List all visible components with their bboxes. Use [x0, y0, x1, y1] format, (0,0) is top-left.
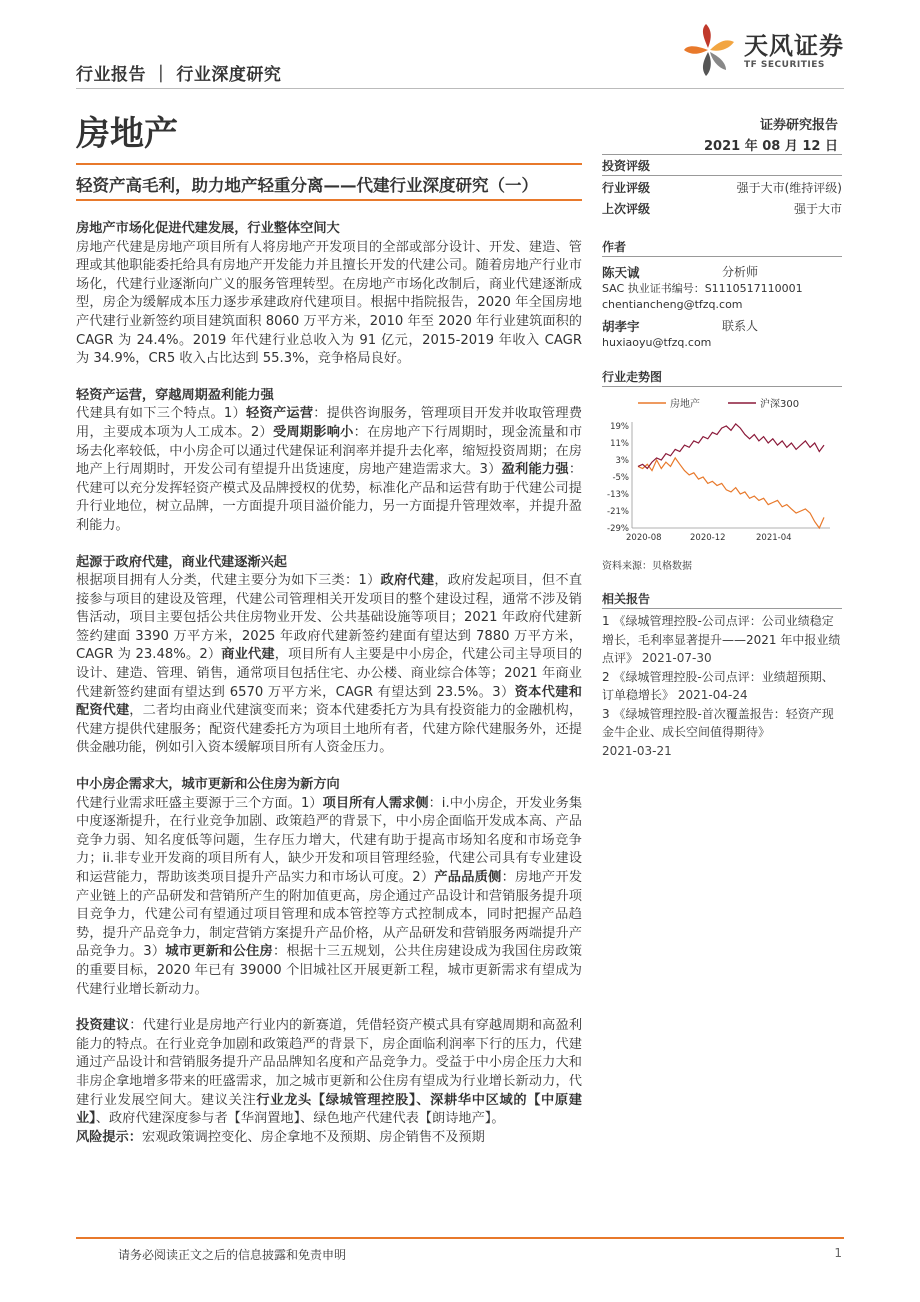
report-type: 行业报告 ｜ 行业深度研究	[76, 65, 282, 85]
footer-rule	[76, 1237, 844, 1239]
rating-block	[602, 157, 842, 220]
author-row: 陈天诚 分析师	[602, 265, 759, 280]
trend-block	[602, 368, 842, 387]
title-rule-bottom	[76, 199, 582, 201]
author-row: 胡孝宇 联系人	[602, 319, 759, 334]
main-column	[76, 220, 582, 1147]
title-rule-top	[76, 163, 582, 165]
rating-heading: 投资评级	[602, 157, 842, 176]
legend-label: 房地产	[670, 399, 700, 410]
page-number: 1	[834, 1246, 842, 1260]
header-divider	[76, 88, 844, 89]
x-tick-label: 2021-04	[756, 533, 792, 543]
doc-kind: 证券研究报告	[759, 118, 838, 133]
section-heading: 轻资产运营，穿越周期盈利能力强	[76, 387, 274, 403]
y-tick-label: 11%	[610, 439, 629, 449]
author-email[interactable]: chentiancheng@tfzq.com	[602, 298, 743, 311]
investment-advice: 投资建议：代建行业是房地产行业内的新赛道，凭借轻资产模式具有穿越周期和高盈利能力的特点。在行业竞争加剧和政策趋严的背景下，房企面临利润率下行的压力，代建通过产品设计和营销服务提升产品品牌知名度和产品竞争力。受益于中小房企压力大和非房企拿地增多带来的旺盛需求，加之城市更新和公住房有望成为行业增长新动力，代建行业发展空间大。建议关注行业龙头【绿城管理控股】、深耕华中区域的【中原建业】、政府代建深度参与者【华润置地】、绿色地产代建代表【朗诗地产】。	[76, 1018, 583, 1127]
risk-warning: 风险提示：宏观政策调控变化、房企拿地不及预期、房企销售不及预期	[76, 1129, 485, 1145]
authors-block	[602, 238, 842, 351]
logo-text: 天风证券	[744, 32, 844, 60]
related-item[interactable]: 3 《绿城管理控股-首次覆盖报告：轻资产现金牛企业、成长空间值得期待》 2021-03-21	[602, 706, 834, 758]
footer-disclaimer: 请务必阅读正文之后的信息披露和免责申明	[118, 1248, 347, 1262]
related-block	[602, 590, 842, 760]
rating-row: 上次评级 强于大市	[602, 202, 842, 216]
section-body: 代建具有如下三个特点。1）轻资产运营：提供咨询服务，管理项目开发并收取管理费用，主要成本项为人工成本。2）受周期影响小：在房地产下行周期时，现金流量和市场去化率较低，中小房企可以通过代建保证利润率并提升去化率，缩短投资周期；在房地产上行周期时，开发公司有望提升出货速度，房地产建造需求大。3）盈利能力强：代建可以充分发挥轻资产模式及品牌授权的优势，标准化产品和运营有助于代建公司提升行业地位，树立品牌，一方面提升项目溢价能力，另一方面提升管理效率，并提升盈利能力。	[76, 406, 583, 533]
related-heading: 相关报告	[602, 590, 842, 609]
section-heading: 房地产市场化促进代建发展，行业整体空间大	[76, 221, 340, 236]
author-cert: SAC 执业证书编号：S1110517110001	[602, 282, 803, 295]
x-tick-label: 2020-12	[690, 533, 726, 543]
industry-trend-chart	[602, 392, 842, 544]
author-email[interactable]: huxiaoyu@tfzq.com	[602, 336, 712, 349]
y-tick-label: -5%	[612, 473, 629, 483]
chart-source: 资料来源：贝格数据	[602, 561, 692, 572]
y-tick-label: -29%	[607, 524, 629, 534]
related-item[interactable]: 1 《绿城管理控股-公司点评：公司业绩稳定增长，毛利率显著提升——2021 年中报业绩点评》 2021-07-30	[602, 614, 841, 665]
y-tick-label: -21%	[607, 507, 629, 517]
report-title: 轻资产高毛利，助力地产轻重分离——代建行业深度研究（一）	[76, 176, 538, 195]
section-body: 房地产代建是房地产项目所有人将房地产开发项目的全部或部分设计、开发、建造、管理或其他职能委托给具有房地产开发能力并且擅长开发的代建公司。随着房地产行业市场化，代建行业逐渐向广义的服务管理转型。在房地产市场化改制后，商业代建逐渐成型，房企为缓解成本压力逐步承建政府代建项目。根据中指院报告，2020 年全国房地产代建行业新签约项目建筑面积 8060 万平方米，2010 年至 2020 年行业建筑面积的 CAGR 为 24.4%。2019 年代建行业总收入为 91 亿元，2015-2019 年收入 CAGR 为 34.9%，CR5 收入占比达到 55.3%，竞争格局良好。	[76, 239, 582, 367]
report-date: 2021 年 08 月 12 日	[704, 139, 838, 154]
y-tick-label: 19%	[610, 422, 629, 432]
section-heading: 中小房企需求大，城市更新和公住房为新方向	[76, 777, 340, 793]
section-body: 根据项目拥有人分类，代建主要分为如下三类：1）政府代建，政府发起项目，但不直接参与项目的建设及管理，代建公司管理相关开发项目的整个建设过程，通常不涉及销售活动，项目主要包括公共住房物业开发、公共基础设施等项目；2021 年政府代建新签约建面 3390 万平方米，2025 年政府代建新签约建面有望达到 7880 万平方米，CAGR 为 23.48%。2）商业代建，项目所有人主要是中小房企，代建公司主导项目的设计、建造、管理、销售，通常项目包括住宅、办公楼、商业综合体等；2021 年商业代建新签约建面有望达到 6570 万平方米，CAGR 有望达到 23.5%。3）资本代建和配资代建，二者均由商业代建演变而来；资本代建委托方为具有投资能力的金融机构，代建方提供代建服务；配资代建委托方为项目土地所有者，代建方除代建服务外，还提供金融功能，例如引入资本缓解项目所有人资金压力。	[76, 573, 583, 756]
y-tick-label: 3%	[615, 456, 629, 466]
side-divider	[602, 154, 842, 155]
section-heading: 起源于政府代建，商业代建逐渐兴起	[76, 554, 287, 570]
trend-heading: 行业走势图	[602, 368, 842, 387]
legend-label: 沪深300	[760, 399, 800, 410]
x-tick-label: 2020-08	[626, 533, 662, 543]
rating-row: 行业评级 强于大市(维持评级)	[602, 181, 842, 195]
section-body: 代建行业需求旺盛主要源于三个方面。1）项目所有人需求侧：i.中小房企，开发业务集中度逐渐提升，在行业竞争加剧、政策趋严的背景下，中小房企面临开发成本高、产品竞争力弱、知名度低等问题，生存压力增大，代建有助于提高市场知名度和市场竞争力；ii.非专业开发商的项目所有人，缺少开发和项目管理经验，代建公司具有专业建设和运营能力，帮助该类项目提升产品实力和市场认可度。2）产品品质侧：房地产开发产业链上的产品研发和营销所产生的附加值更高，房企通过产品设计和营销服务提升项目竞争力，代建公司有望通过项目管理和成本管控等方式控制成本，同时把握产品趋势，提升产品竞争力，制定营销方案提升产品价格，从产品研发和营销服务两端提升产品竞争力。3）城市更新和公住房：根据十三五规划，公共住房建设成为我国住房政策的重要目标，2020 年已有 39000 个旧城社区开展更新工程，城市更新需求有望成为代建行业增长新动力。	[76, 795, 583, 997]
y-tick-label: -13%	[607, 490, 629, 500]
series-line-real-estate	[638, 458, 824, 528]
sector-title: 房地产	[76, 114, 178, 154]
authors-heading: 作者	[602, 238, 842, 257]
logo-subtext: TF SECURITIES	[744, 60, 825, 70]
tf-logo-icon	[678, 20, 740, 80]
related-item[interactable]: 2 《绿城管理控股-公司点评：业绩超预期、订单稳增长》 2021-04-24	[602, 669, 834, 702]
